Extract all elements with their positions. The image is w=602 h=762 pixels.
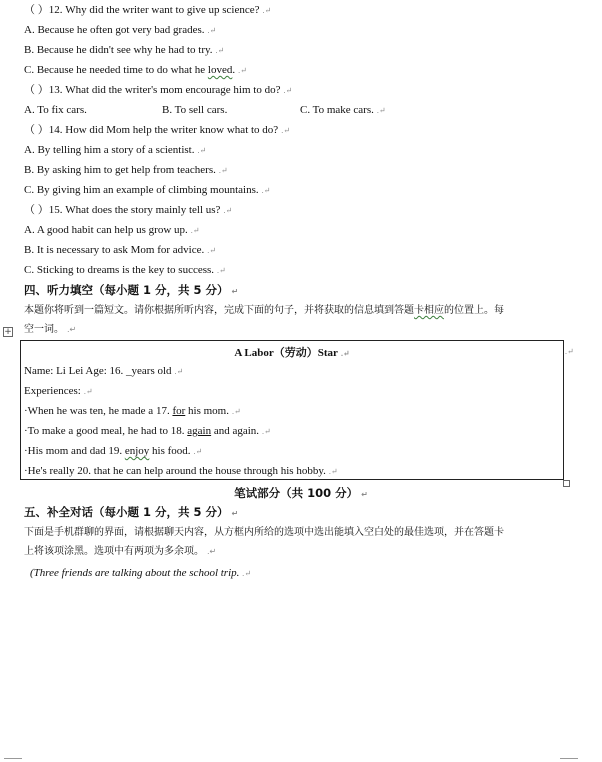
q15-question: （ ）15. What does the story mainly tell us? .↵ (24, 204, 233, 216)
table-item-18: ·To make a good meal, he had to 18. again and again. .↵ (24, 425, 271, 437)
table-item-20: ·He's really 20. that he can help around the house through his hobby. .↵ (24, 465, 338, 477)
margin-mark-left (4, 758, 22, 759)
table-experiences-label: Experiences: .↵ (24, 385, 93, 397)
section5-scenario: (Three friends are talking about the school trip. .↵ (30, 567, 252, 579)
table-item-19: ·His mom and dad 19. enjoy his food. .↵ (24, 445, 203, 457)
q13-question: （ ）13. What did the writer's mom encourage him to do? .↵ (24, 84, 293, 96)
q14-option-a: A. By telling him a story of a scientist. .↵ (24, 144, 207, 156)
table-name-line: Name: Li Lei Age: 16. _years old .↵ (24, 365, 184, 377)
q12-option-b: B. Because he didn't see why he had to try. .↵ (24, 44, 225, 56)
q13-option-c: C. To make cars. .↵ (300, 104, 386, 116)
table-move-handle-icon[interactable]: + (4, 327, 12, 337)
section4-instruction-line1: 本题你将听到一篇短文。请你根据所听内容，完成下面的句子，并将获取的信息填到答题卡相应的位置上。每 (24, 305, 504, 316)
q13-option-a: A. To fix cars. (24, 104, 87, 116)
q15-option-a: A. A good habit can help us grow up. .↵ (24, 224, 200, 236)
margin-mark-right (560, 758, 578, 759)
q15-option-b: B. It is necessary to ask Mom for advice. .↵ (24, 244, 216, 256)
section4-instruction-line2: 空一词。 .↵ (24, 324, 77, 335)
q13-option-b: B. To sell cars. (162, 104, 228, 116)
table-title: A Labor（劳动）Star .↵ (234, 347, 350, 359)
section5-instruction-line1: 下面是手机群聊的界面，请根据聊天内容，从方框内所给的选项中选出能填入空白处的最佳选项，并在答题卡 (24, 527, 504, 538)
section5-heading: 五、补全对话（每小题 1 分，共 5 分） ↵ (24, 505, 239, 519)
table-row-end-mark: .↵ (565, 347, 574, 356)
q12-question: （ ）12. Why did the writer want to give up science? .↵ (24, 4, 272, 16)
q14-option-c: C. By giving him an example of climbing mountains. .↵ (24, 184, 271, 196)
written-part-title: 笔试部分（共 100 分） ↵ (234, 486, 368, 500)
listening-table (20, 340, 564, 480)
q14-question: （ ）14. How did Mom help the writer know what to do? .↵ (24, 124, 290, 136)
section5-instruction-line2: 上将该项涂黑。选项中有两项为多余项。 .↵ (24, 546, 217, 557)
table-item-17: ·When he was ten, he made a 17. for his mom. .↵ (24, 405, 241, 417)
q12-option-c: C. Because he needed time to do what he loved. .↵ (24, 64, 247, 76)
q15-option-c: C. Sticking to dreams is the key to success. .↵ (24, 264, 226, 276)
paragraph-mark: .↵ (262, 6, 272, 15)
q12-option-a: A. Because he often got very bad grades. .↵ (24, 24, 217, 36)
section4-heading: 四、听力填空（每小题 1 分，共 5 分） ↵ (24, 283, 239, 297)
q14-option-b: B. By asking him to get help from teachers. .↵ (24, 164, 228, 176)
